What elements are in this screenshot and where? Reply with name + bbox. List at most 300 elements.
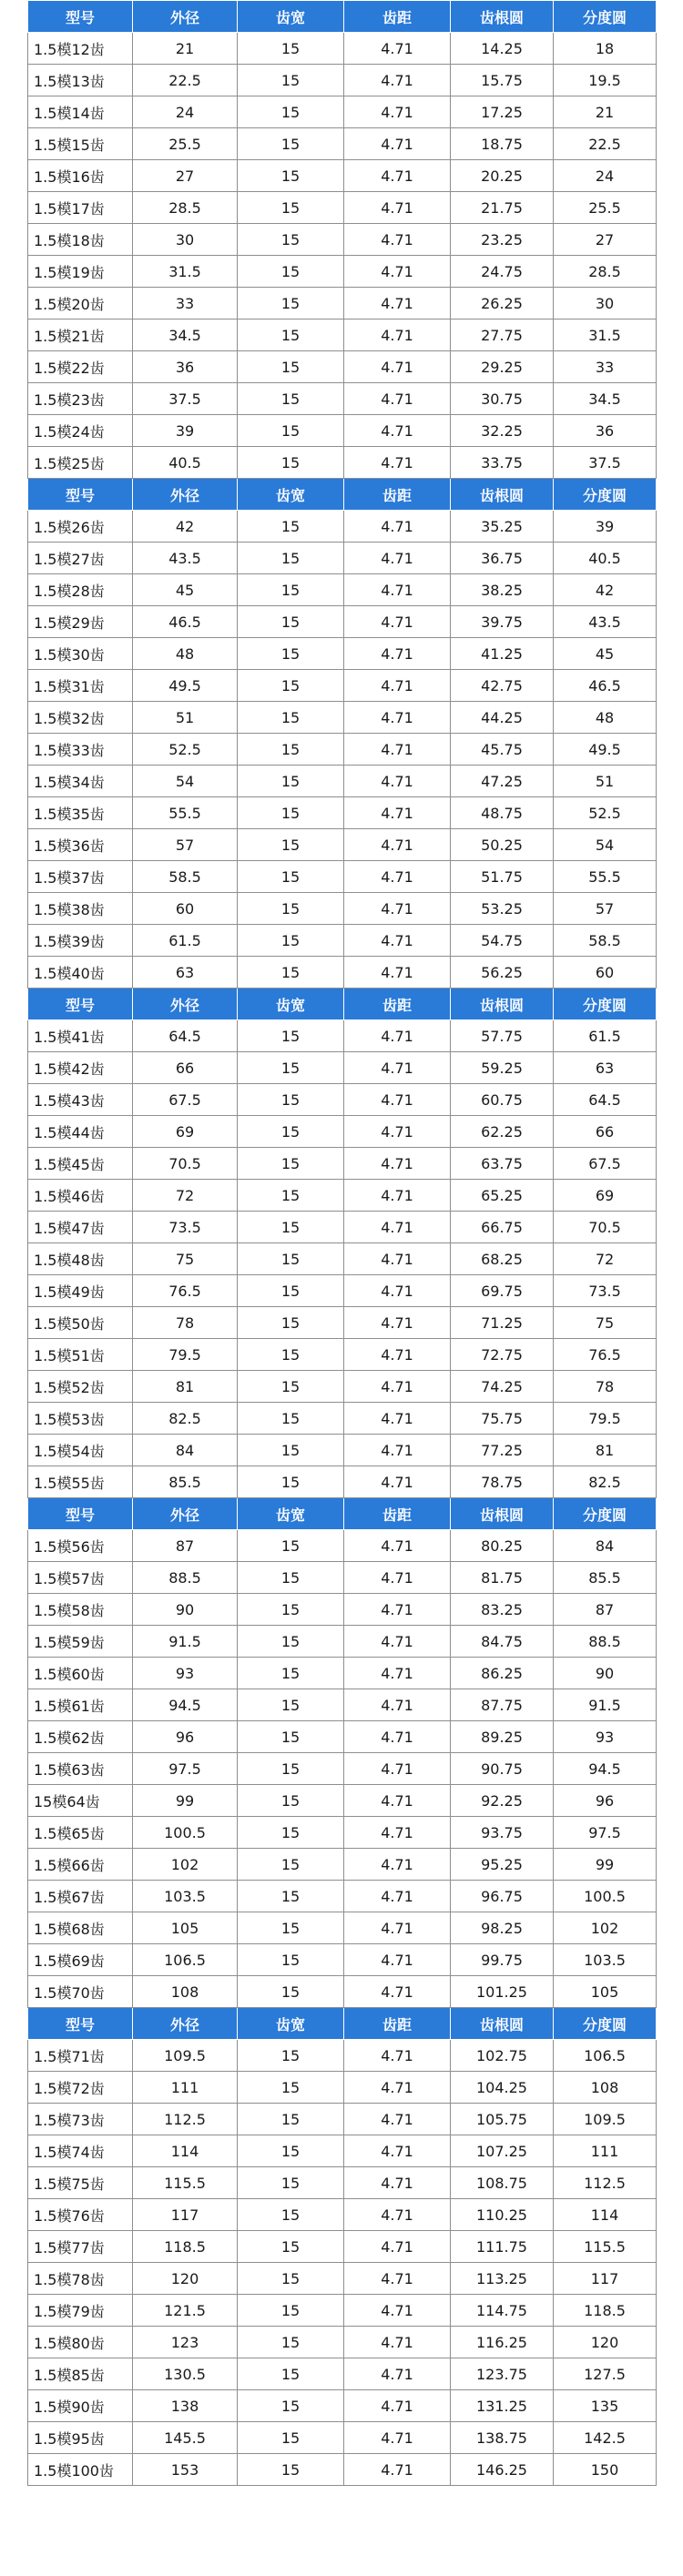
cell-tooth-width: 15: [238, 2390, 344, 2422]
cell-pitch-circle: 81: [554, 1435, 657, 1466]
cell-model: 1.5模46齿: [28, 1180, 133, 1212]
cell-tooth-pitch: 4.71: [344, 925, 451, 957]
cell-root-circle: 47.25: [451, 766, 554, 797]
cell-outer-diameter: 115.5: [133, 2167, 238, 2199]
cell-tooth-width: 15: [238, 2422, 344, 2454]
cell-model: 1.5模47齿: [28, 1212, 133, 1243]
cell-model: 1.5模63齿: [28, 1753, 133, 1785]
cell-outer-diameter: 70.5: [133, 1148, 238, 1180]
table-header-row: [28, 989, 657, 1020]
cell-pitch-circle: 60: [554, 957, 657, 989]
cell-outer-diameter: 76.5: [133, 1275, 238, 1307]
table-row: [28, 2263, 657, 2295]
table-row: [28, 511, 657, 543]
cell-model: 1.5模27齿: [28, 543, 133, 574]
cell-root-circle: 59.25: [451, 1052, 554, 1084]
cell-root-circle: 60.75: [451, 1084, 554, 1116]
cell-root-circle: 63.75: [451, 1148, 554, 1180]
cell-tooth-width: 15: [238, 638, 344, 670]
cell-tooth-pitch: 4.71: [344, 1339, 451, 1371]
header-tooth-width: 齿宽: [238, 1, 344, 33]
cell-tooth-width: 15: [238, 192, 344, 224]
table-row: [28, 2167, 657, 2199]
cell-tooth-pitch: 4.71: [344, 2454, 451, 2486]
cell-tooth-width: 15: [238, 1944, 344, 1976]
cell-tooth-pitch: 4.71: [344, 1626, 451, 1658]
table-row: [28, 2199, 657, 2231]
table-row: [28, 288, 657, 319]
cell-pitch-circle: 22.5: [554, 128, 657, 160]
cell-root-circle: 123.75: [451, 2358, 554, 2390]
cell-tooth-width: 15: [238, 128, 344, 160]
cell-outer-diameter: 75: [133, 1243, 238, 1275]
cell-outer-diameter: 102: [133, 1849, 238, 1881]
cell-pitch-circle: 103.5: [554, 1944, 657, 1976]
cell-outer-diameter: 49.5: [133, 670, 238, 702]
cell-pitch-circle: 18: [554, 33, 657, 65]
table-row: [28, 2040, 657, 2072]
cell-tooth-width: 15: [238, 160, 344, 192]
cell-root-circle: 78.75: [451, 1466, 554, 1498]
cell-tooth-width: 15: [238, 861, 344, 893]
table-row: [28, 1976, 657, 2008]
cell-tooth-width: 15: [238, 1753, 344, 1785]
table-row: [28, 351, 657, 383]
cell-pitch-circle: 64.5: [554, 1084, 657, 1116]
table-row: [28, 65, 657, 96]
cell-model: 1.5模53齿: [28, 1403, 133, 1435]
cell-root-circle: 26.25: [451, 288, 554, 319]
cell-tooth-pitch: 4.71: [344, 1084, 451, 1116]
cell-tooth-width: 15: [238, 766, 344, 797]
header-model: 型号: [28, 479, 133, 511]
cell-outer-diameter: 103.5: [133, 1881, 238, 1912]
cell-outer-diameter: 61.5: [133, 925, 238, 957]
cell-tooth-pitch: 4.71: [344, 224, 451, 256]
cell-tooth-width: 15: [238, 2358, 344, 2390]
table-row: [28, 925, 657, 957]
cell-tooth-pitch: 4.71: [344, 702, 451, 734]
table-row: [28, 1594, 657, 1626]
cell-tooth-pitch: 4.71: [344, 1020, 451, 1052]
cell-pitch-circle: 43.5: [554, 606, 657, 638]
cell-model: 1.5模68齿: [28, 1912, 133, 1944]
cell-tooth-width: 15: [238, 893, 344, 925]
cell-tooth-pitch: 4.71: [344, 1849, 451, 1881]
cell-root-circle: 68.25: [451, 1243, 554, 1275]
cell-root-circle: 33.75: [451, 447, 554, 479]
cell-pitch-circle: 30: [554, 288, 657, 319]
cell-model: 1.5模72齿: [28, 2072, 133, 2104]
cell-root-circle: 113.25: [451, 2263, 554, 2295]
header-tooth-width: 齿宽: [238, 1498, 344, 1530]
table-row: [28, 1116, 657, 1148]
cell-tooth-pitch: 4.71: [344, 1753, 451, 1785]
table-row: [28, 2104, 657, 2135]
cell-pitch-circle: 54: [554, 829, 657, 861]
cell-pitch-circle: 91.5: [554, 1689, 657, 1721]
table-row: [28, 1371, 657, 1403]
cell-outer-diameter: 87: [133, 1530, 238, 1562]
cell-outer-diameter: 120: [133, 2263, 238, 2295]
cell-pitch-circle: 61.5: [554, 1020, 657, 1052]
cell-model: 1.5模31齿: [28, 670, 133, 702]
cell-tooth-pitch: 4.71: [344, 160, 451, 192]
cell-pitch-circle: 69: [554, 1180, 657, 1212]
header-model: 型号: [28, 989, 133, 1020]
cell-outer-diameter: 85.5: [133, 1466, 238, 1498]
cell-root-circle: 74.25: [451, 1371, 554, 1403]
cell-pitch-circle: 115.5: [554, 2231, 657, 2263]
table-row: [28, 1944, 657, 1976]
cell-tooth-width: 15: [238, 33, 344, 65]
table-row: [28, 1084, 657, 1116]
table-row: [28, 160, 657, 192]
cell-root-circle: 53.25: [451, 893, 554, 925]
cell-model: 1.5模23齿: [28, 383, 133, 415]
cell-pitch-circle: 90: [554, 1658, 657, 1689]
table-row: [28, 702, 657, 734]
table-header-row: [28, 2008, 657, 2040]
header-pitch-circle: 分度圆: [554, 479, 657, 511]
cell-tooth-width: 15: [238, 96, 344, 128]
cell-model: 1.5模77齿: [28, 2231, 133, 2263]
cell-model: 1.5模42齿: [28, 1052, 133, 1084]
cell-tooth-width: 15: [238, 1881, 344, 1912]
cell-tooth-width: 15: [238, 1849, 344, 1881]
cell-outer-diameter: 57: [133, 829, 238, 861]
header-outer-diameter: 外径: [133, 1498, 238, 1530]
cell-tooth-pitch: 4.71: [344, 2295, 451, 2327]
cell-root-circle: 56.25: [451, 957, 554, 989]
cell-tooth-pitch: 4.71: [344, 1403, 451, 1435]
table-row: [28, 1721, 657, 1753]
cell-outer-diameter: 153: [133, 2454, 238, 2486]
cell-model: 1.5模62齿: [28, 1721, 133, 1753]
table-row: [28, 957, 657, 989]
cell-model: 1.5模66齿: [28, 1849, 133, 1881]
cell-tooth-pitch: 4.71: [344, 1881, 451, 1912]
cell-tooth-width: 15: [238, 351, 344, 383]
cell-pitch-circle: 97.5: [554, 1817, 657, 1849]
cell-tooth-pitch: 4.71: [344, 1243, 451, 1275]
cell-model: 1.5模39齿: [28, 925, 133, 957]
cell-tooth-pitch: 4.71: [344, 383, 451, 415]
cell-tooth-pitch: 4.71: [344, 1371, 451, 1403]
cell-model: 1.5模80齿: [28, 2327, 133, 2358]
cell-tooth-pitch: 4.71: [344, 670, 451, 702]
header-root-circle: 齿根圆: [451, 1498, 554, 1530]
cell-outer-diameter: 109.5: [133, 2040, 238, 2072]
cell-outer-diameter: 40.5: [133, 447, 238, 479]
cell-model: 1.5模33齿: [28, 734, 133, 766]
cell-root-circle: 39.75: [451, 606, 554, 638]
cell-tooth-pitch: 4.71: [344, 861, 451, 893]
cell-root-circle: 138.75: [451, 2422, 554, 2454]
cell-tooth-width: 15: [238, 2135, 344, 2167]
cell-root-circle: 86.25: [451, 1658, 554, 1689]
cell-pitch-circle: 87: [554, 1594, 657, 1626]
cell-model: 1.5模20齿: [28, 288, 133, 319]
cell-tooth-pitch: 4.71: [344, 1658, 451, 1689]
cell-model: 1.5模50齿: [28, 1307, 133, 1339]
header-pitch-circle: 分度圆: [554, 989, 657, 1020]
cell-pitch-circle: 150: [554, 2454, 657, 2486]
cell-tooth-width: 15: [238, 1658, 344, 1689]
cell-pitch-circle: 25.5: [554, 192, 657, 224]
cell-tooth-pitch: 4.71: [344, 957, 451, 989]
cell-model: 1.5模90齿: [28, 2390, 133, 2422]
cell-tooth-pitch: 4.71: [344, 2104, 451, 2135]
table-row: [28, 574, 657, 606]
cell-tooth-width: 15: [238, 1212, 344, 1243]
table-header-row: [28, 1, 657, 33]
cell-model: 1.5模32齿: [28, 702, 133, 734]
cell-root-circle: 14.25: [451, 33, 554, 65]
table-row: [28, 766, 657, 797]
table-row: [28, 1912, 657, 1944]
cell-tooth-pitch: 4.71: [344, 766, 451, 797]
cell-outer-diameter: 96: [133, 1721, 238, 1753]
cell-model: 1.5模19齿: [28, 256, 133, 288]
header-root-circle: 齿根圆: [451, 479, 554, 511]
cell-model: 1.5模74齿: [28, 2135, 133, 2167]
cell-model: 1.5模24齿: [28, 415, 133, 447]
cell-pitch-circle: 39: [554, 511, 657, 543]
table-row: [28, 128, 657, 160]
cell-root-circle: 87.75: [451, 1689, 554, 1721]
cell-outer-diameter: 60: [133, 893, 238, 925]
cell-tooth-pitch: 4.71: [344, 543, 451, 574]
cell-pitch-circle: 142.5: [554, 2422, 657, 2454]
table-row: [28, 96, 657, 128]
cell-tooth-pitch: 4.71: [344, 1116, 451, 1148]
header-root-circle: 齿根圆: [451, 1, 554, 33]
gear-spec-table-body: [28, 1, 657, 2486]
cell-outer-diameter: 27: [133, 160, 238, 192]
cell-tooth-pitch: 4.71: [344, 1689, 451, 1721]
cell-root-circle: 66.75: [451, 1212, 554, 1243]
cell-model: 1.5模15齿: [28, 128, 133, 160]
table-row: [28, 861, 657, 893]
cell-outer-diameter: 55.5: [133, 797, 238, 829]
cell-outer-diameter: 36: [133, 351, 238, 383]
cell-model: 1.5模55齿: [28, 1466, 133, 1498]
cell-tooth-width: 15: [238, 2295, 344, 2327]
cell-tooth-pitch: 4.71: [344, 2072, 451, 2104]
cell-tooth-width: 15: [238, 1339, 344, 1371]
cell-pitch-circle: 111: [554, 2135, 657, 2167]
cell-tooth-width: 15: [238, 415, 344, 447]
cell-root-circle: 92.25: [451, 1785, 554, 1817]
cell-outer-diameter: 30: [133, 224, 238, 256]
cell-pitch-circle: 99: [554, 1849, 657, 1881]
cell-outer-diameter: 33: [133, 288, 238, 319]
cell-pitch-circle: 135: [554, 2390, 657, 2422]
table-row: [28, 1339, 657, 1371]
cell-pitch-circle: 28.5: [554, 256, 657, 288]
table-row: [28, 1212, 657, 1243]
cell-tooth-width: 15: [238, 574, 344, 606]
cell-outer-diameter: 99: [133, 1785, 238, 1817]
cell-root-circle: 71.25: [451, 1307, 554, 1339]
cell-pitch-circle: 34.5: [554, 383, 657, 415]
header-tooth-width: 齿宽: [238, 989, 344, 1020]
cell-pitch-circle: 48: [554, 702, 657, 734]
header-tooth-pitch: 齿距: [344, 2008, 451, 2040]
cell-root-circle: 80.25: [451, 1530, 554, 1562]
cell-pitch-circle: 70.5: [554, 1212, 657, 1243]
cell-model: 1.5模17齿: [28, 192, 133, 224]
cell-outer-diameter: 64.5: [133, 1020, 238, 1052]
cell-model: 1.5模78齿: [28, 2263, 133, 2295]
cell-tooth-pitch: 4.71: [344, 1721, 451, 1753]
cell-pitch-circle: 127.5: [554, 2358, 657, 2390]
cell-pitch-circle: 79.5: [554, 1403, 657, 1435]
cell-tooth-width: 15: [238, 1562, 344, 1594]
table-row: [28, 2327, 657, 2358]
cell-root-circle: 75.75: [451, 1403, 554, 1435]
cell-root-circle: 101.25: [451, 1976, 554, 2008]
cell-tooth-width: 15: [238, 1435, 344, 1466]
cell-pitch-circle: 102: [554, 1912, 657, 1944]
cell-outer-diameter: 39: [133, 415, 238, 447]
cell-tooth-pitch: 4.71: [344, 1912, 451, 1944]
cell-pitch-circle: 52.5: [554, 797, 657, 829]
cell-pitch-circle: 63: [554, 1052, 657, 1084]
cell-outer-diameter: 138: [133, 2390, 238, 2422]
cell-tooth-pitch: 4.71: [344, 2231, 451, 2263]
cell-tooth-width: 15: [238, 829, 344, 861]
cell-pitch-circle: 27: [554, 224, 657, 256]
cell-pitch-circle: 82.5: [554, 1466, 657, 1498]
table-row: [28, 1403, 657, 1435]
cell-root-circle: 20.25: [451, 160, 554, 192]
cell-tooth-width: 15: [238, 1116, 344, 1148]
header-tooth-width: 齿宽: [238, 2008, 344, 2040]
cell-tooth-pitch: 4.71: [344, 1435, 451, 1466]
cell-root-circle: 83.25: [451, 1594, 554, 1626]
cell-outer-diameter: 94.5: [133, 1689, 238, 1721]
cell-tooth-width: 15: [238, 1307, 344, 1339]
cell-model: 1.5模67齿: [28, 1881, 133, 1912]
cell-tooth-width: 15: [238, 2040, 344, 2072]
cell-outer-diameter: 118.5: [133, 2231, 238, 2263]
cell-root-circle: 42.75: [451, 670, 554, 702]
cell-pitch-circle: 109.5: [554, 2104, 657, 2135]
header-pitch-circle: 分度圆: [554, 1498, 657, 1530]
cell-root-circle: 21.75: [451, 192, 554, 224]
table-row: [28, 1689, 657, 1721]
cell-root-circle: 102.75: [451, 2040, 554, 2072]
cell-pitch-circle: 24: [554, 160, 657, 192]
cell-tooth-pitch: 4.71: [344, 1944, 451, 1976]
cell-pitch-circle: 112.5: [554, 2167, 657, 2199]
cell-tooth-pitch: 4.71: [344, 893, 451, 925]
gear-spec-table-container: [27, 0, 656, 2486]
cell-tooth-width: 15: [238, 1148, 344, 1180]
cell-outer-diameter: 145.5: [133, 2422, 238, 2454]
cell-root-circle: 17.25: [451, 96, 554, 128]
cell-tooth-pitch: 4.71: [344, 1212, 451, 1243]
cell-root-circle: 89.25: [451, 1721, 554, 1753]
cell-outer-diameter: 81: [133, 1371, 238, 1403]
cell-root-circle: 98.25: [451, 1912, 554, 1944]
cell-model: 1.5模73齿: [28, 2104, 133, 2135]
cell-tooth-width: 15: [238, 511, 344, 543]
cell-model: 1.5模38齿: [28, 893, 133, 925]
header-tooth-pitch: 齿距: [344, 479, 451, 511]
cell-root-circle: 77.25: [451, 1435, 554, 1466]
cell-pitch-circle: 58.5: [554, 925, 657, 957]
cell-tooth-pitch: 4.71: [344, 2199, 451, 2231]
cell-tooth-pitch: 4.71: [344, 415, 451, 447]
cell-model: 1.5模28齿: [28, 574, 133, 606]
cell-model: 1.5模100齿: [28, 2454, 133, 2486]
cell-root-circle: 96.75: [451, 1881, 554, 1912]
cell-model: 1.5模45齿: [28, 1148, 133, 1180]
cell-outer-diameter: 111: [133, 2072, 238, 2104]
cell-tooth-width: 15: [238, 1912, 344, 1944]
cell-pitch-circle: 55.5: [554, 861, 657, 893]
cell-root-circle: 108.75: [451, 2167, 554, 2199]
cell-outer-diameter: 43.5: [133, 543, 238, 574]
cell-model: 1.5模58齿: [28, 1594, 133, 1626]
cell-pitch-circle: 100.5: [554, 1881, 657, 1912]
cell-tooth-pitch: 4.71: [344, 829, 451, 861]
cell-pitch-circle: 40.5: [554, 543, 657, 574]
table-row: [28, 1785, 657, 1817]
table-row: [28, 1148, 657, 1180]
header-outer-diameter: 外径: [133, 1, 238, 33]
table-row: [28, 543, 657, 574]
cell-model: 1.5模29齿: [28, 606, 133, 638]
table-row: [28, 1243, 657, 1275]
cell-root-circle: 41.25: [451, 638, 554, 670]
table-row: [28, 2358, 657, 2390]
cell-root-circle: 44.25: [451, 702, 554, 734]
table-row: [28, 383, 657, 415]
cell-outer-diameter: 105: [133, 1912, 238, 1944]
cell-pitch-circle: 108: [554, 2072, 657, 2104]
cell-tooth-width: 15: [238, 1084, 344, 1116]
cell-model: 1.5模56齿: [28, 1530, 133, 1562]
cell-tooth-width: 15: [238, 1275, 344, 1307]
header-root-circle: 齿根圆: [451, 989, 554, 1020]
cell-pitch-circle: 36: [554, 415, 657, 447]
cell-tooth-width: 15: [238, 224, 344, 256]
cell-tooth-pitch: 4.71: [344, 1976, 451, 2008]
cell-tooth-width: 15: [238, 1594, 344, 1626]
cell-tooth-pitch: 4.71: [344, 574, 451, 606]
cell-root-circle: 93.75: [451, 1817, 554, 1849]
cell-model: 1.5模36齿: [28, 829, 133, 861]
cell-outer-diameter: 93: [133, 1658, 238, 1689]
table-row: [28, 1817, 657, 1849]
cell-tooth-width: 15: [238, 2327, 344, 2358]
cell-outer-diameter: 24: [133, 96, 238, 128]
cell-tooth-pitch: 4.71: [344, 1594, 451, 1626]
header-model: 型号: [28, 1, 133, 33]
table-row: [28, 2231, 657, 2263]
cell-model: 1.5模85齿: [28, 2358, 133, 2390]
cell-pitch-circle: 106.5: [554, 2040, 657, 2072]
cell-pitch-circle: 114: [554, 2199, 657, 2231]
cell-root-circle: 107.25: [451, 2135, 554, 2167]
cell-tooth-pitch: 4.71: [344, 2358, 451, 2390]
cell-tooth-width: 15: [238, 288, 344, 319]
cell-tooth-width: 15: [238, 925, 344, 957]
